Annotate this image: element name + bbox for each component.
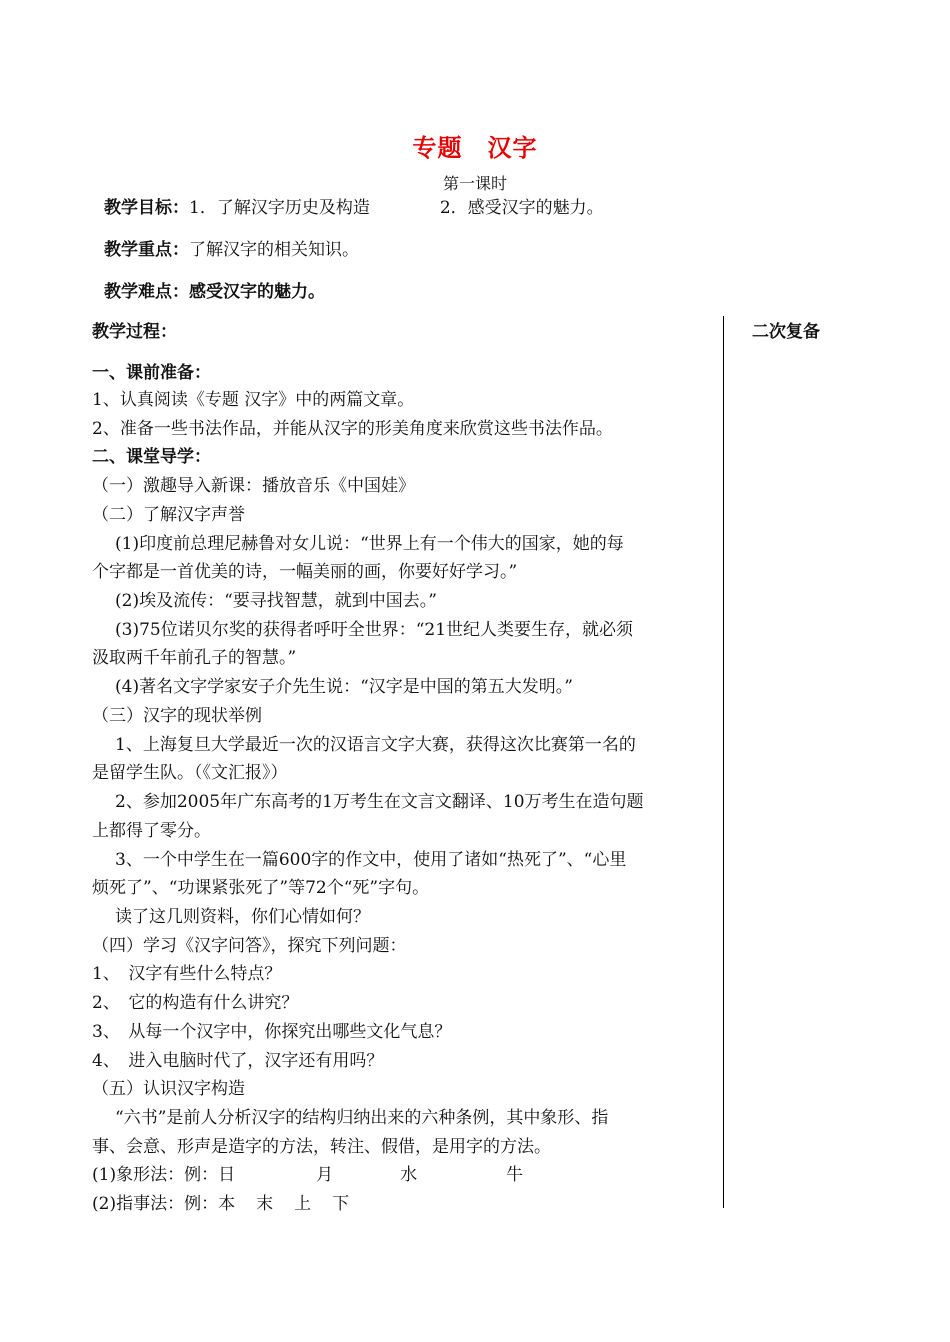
question-item: 4、 进入电脑时代了，汉字还有用吗？ [92, 1051, 384, 1071]
column-divider [723, 316, 724, 1208]
example-label: (2)指事法：例： [92, 1194, 219, 1214]
paragraph-line: 1、上海复旦大学最近一次的汉语言文字大赛，获得这次比赛第一名的 [115, 735, 636, 755]
paragraph-line: 2、准备一些书法作品，并能从汉字的形美角度来欣赏这些书法作品。 [92, 419, 613, 439]
paragraph-line: （五）认识汉字构造 [92, 1079, 245, 1099]
page-subtitle: 第一课时 [442, 174, 507, 193]
difficulty [104, 281, 325, 303]
paragraph-line: 2、参加2005年广东高考的1万考生在文言文翻译、10万考生在造句题 [115, 792, 644, 812]
paragraph-line: 事、会意、形声是造字的方法，转注、假借，是用字的方法。 [92, 1137, 551, 1157]
key-point-text: 了解汉字的相关知识。 [189, 240, 359, 260]
example-char: 水 [400, 1165, 418, 1185]
example-char: 上 [294, 1194, 312, 1214]
example-row-pictographic [92, 1164, 523, 1186]
difficulty-text: 感受汉字的魅力。 [189, 282, 325, 302]
question-item: 3、 从每一个汉字中，你探究出哪些文化气息？ [92, 1022, 452, 1042]
section-1-heading: 一、课前准备： [92, 363, 211, 383]
paragraph-line: (1)印度前总理尼赫鲁对女儿说：“世界上有一个伟大的国家，她的每 [115, 534, 624, 554]
page-title: 专题 汉字 [412, 134, 538, 162]
paragraph-line: （二）了解汉字声誉 [92, 505, 245, 525]
example-char: 日 [218, 1165, 236, 1185]
process-label: 教学过程： [92, 322, 177, 342]
section-2-heading: 二、课堂导学： [92, 447, 211, 467]
paragraph-line: 上都得了零分。 [92, 821, 211, 841]
example-char: 牛 [506, 1165, 524, 1185]
paragraph-line: (4)著名文字学家安子介先生说：“汉字是中国的第五大发明。” [115, 677, 573, 697]
paragraph-line: 是留学生队。（《文汇报》） [92, 763, 288, 783]
paragraph-line: （四）学习《汉字问答》，探究下列问题： [92, 936, 407, 956]
key-point [104, 239, 359, 261]
paragraph-line: 读了这几则资料，你们心情如何？ [115, 907, 370, 927]
paragraph-line: 1、认真阅读《专题 汉字》中的两篇文章。 [92, 390, 415, 410]
question-item: 1、 汉字有些什么特点？ [92, 964, 282, 984]
objectives-label: 教学目标： [104, 198, 189, 218]
paragraph-line: 汲取两千年前孔子的智慧。” [92, 648, 297, 668]
paragraph-line: （一）激趣导入新课：播放音乐《中国娃》 [92, 476, 415, 496]
example-char: 末 [256, 1194, 274, 1214]
question-item: 2、 它的构造有什么讲究？ [92, 993, 299, 1013]
paragraph-line: （三）汉字的现状举例 [92, 706, 262, 726]
paragraph-line: (2)埃及流传：“要寻找智慧，就到中国去。” [115, 591, 437, 611]
objectives [104, 197, 604, 219]
objective-1: 1．了解汉字历史及构造 [189, 198, 370, 218]
example-char: 月 [316, 1165, 334, 1185]
difficulty-label: 教学难点： [104, 282, 189, 302]
paragraph-line: (3)75位诺贝尔奖的获得者呼吁全世界：“21世纪人类要生存，就必须 [115, 620, 634, 640]
side-column-label: 二次复备 [752, 322, 820, 342]
paragraph-line: 个字都是一首优美的诗，一幅美丽的画，你要好好学习。” [92, 562, 518, 582]
paragraph-line: 烦死了”、“功课紧张死了”等72个“死”字句。 [92, 878, 430, 898]
objective-2: 2．感受汉字的魅力。 [439, 198, 604, 218]
paragraph-line: 3、一个中学生在一篇600字的作文中，使用了诸如“热死了”、“心里 [115, 850, 627, 870]
example-label: (1)象形法：例： [92, 1165, 219, 1185]
key-point-label: 教学重点： [104, 240, 189, 260]
example-char: 本 [218, 1194, 236, 1214]
example-row-indicative [92, 1193, 349, 1215]
example-char: 下 [332, 1194, 350, 1214]
paragraph-line: “六书”是前人分析汉字的结构归纳出来的六种条例，其中象形、指 [115, 1108, 609, 1128]
